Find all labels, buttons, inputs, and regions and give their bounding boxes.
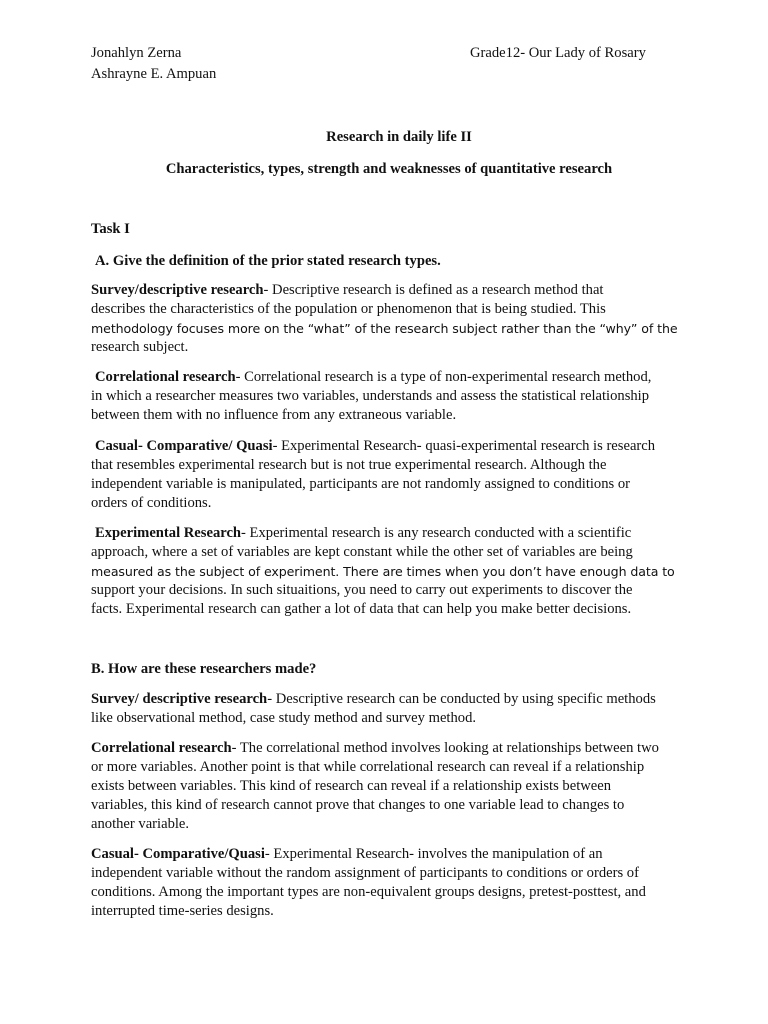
text-line: independent variable without the random assignment of participants to conditions or orders of	[91, 865, 639, 881]
task-heading: Task I	[91, 221, 130, 237]
term: Correlational research	[91, 740, 232, 756]
author-block	[91, 44, 216, 86]
text-line: between them with no influence from any extraneous variable.	[91, 407, 457, 423]
term: Survey/ descriptive research	[91, 691, 268, 707]
text-line: another variable.	[91, 816, 190, 832]
text-line: facts. Experimental research can gather a lot of data that can help you make better decisions.	[91, 601, 632, 617]
text-line: research subject.	[91, 339, 189, 355]
text-line: exists between variables. This kind of research can reveal if a relationship exists between	[91, 778, 612, 794]
method-paragraph	[91, 845, 656, 921]
text-line: - Experimental research is any research conducted with a scientific	[241, 525, 632, 541]
method-paragraph	[91, 739, 659, 834]
text-line: support your decisions. In such situaitions, you need to carry out experiments to discover the	[91, 582, 633, 598]
term: Casual- Comparative/ Quasi	[95, 438, 273, 454]
text-line: like observational method, case study method and survey method.	[91, 710, 477, 726]
text-line: in which a researcher measures two variables, understands and assess the statistical relationship	[91, 388, 650, 404]
definition-paragraph	[91, 368, 660, 425]
text-line: - Experimental Research- involves the manipulation of an	[264, 846, 603, 862]
author-name: Ashrayne E. Ampuan	[91, 66, 217, 82]
definition-paragraph	[91, 281, 678, 357]
definition-paragraph	[91, 437, 660, 513]
definition-paragraph	[91, 524, 675, 619]
text-line: methodology focuses more on the “what” of the research subject rather than the “why” of the	[91, 321, 678, 336]
author-name: Jonahlyn Zerna	[91, 45, 182, 61]
document-subtitle: Characteristics, types, strength and weaknesses of quantitative research	[165, 161, 613, 177]
section-b-heading: B. How are these researchers made?	[91, 661, 317, 677]
grade-section: Grade12- Our Lady of Rosary	[470, 45, 646, 61]
term: Casual- Comparative/Quasi	[91, 846, 265, 862]
text-line: variables, this kind of research cannot prove that changes to one variable lead to changes to	[91, 797, 625, 813]
text-line: - The correlational method involves looking at relationships between two	[231, 740, 659, 756]
method-paragraph	[91, 690, 656, 728]
term: Correlational research	[95, 369, 236, 385]
text-line: that resembles experimental research but is not true experimental research. Although the	[91, 457, 607, 473]
class-label	[470, 44, 646, 65]
term: Survey/descriptive research	[91, 282, 264, 298]
text-line: describes the characteristics of the population or phenomenon that is being studied. This	[91, 301, 606, 317]
text-line: measured as the subject of experiment. There are times when you don’t have enough data to	[91, 564, 675, 579]
term: Experimental Research	[95, 525, 242, 541]
text-line: orders of conditions.	[91, 495, 212, 511]
section-a-heading: A. Give the definition of the prior stated research types.	[95, 253, 441, 269]
text-line: - Experimental Research- quasi-experimental research is research	[272, 438, 656, 454]
text-line: independent variable is manipulated, participants are not randomly assigned to conditions or	[91, 476, 631, 492]
text-line: conditions. Among the important types are non-equivalent groups designs, pretest-posttest, and	[91, 884, 646, 900]
text-line: interrupted time-series designs.	[91, 903, 274, 919]
text-line: approach, where a set of variables are kept constant while the other set of variables are being	[91, 544, 633, 560]
text-line: - Descriptive research is defined as a research method that	[263, 282, 604, 298]
document-title: Research in daily life II	[326, 129, 472, 145]
text-line: - Correlational research is a type of non-experimental research method,	[235, 369, 652, 385]
text-line: or more variables. Another point is that while correlational research can reveal if a relationship	[91, 759, 645, 775]
text-line: - Descriptive research can be conducted by using specific methods	[267, 691, 656, 707]
